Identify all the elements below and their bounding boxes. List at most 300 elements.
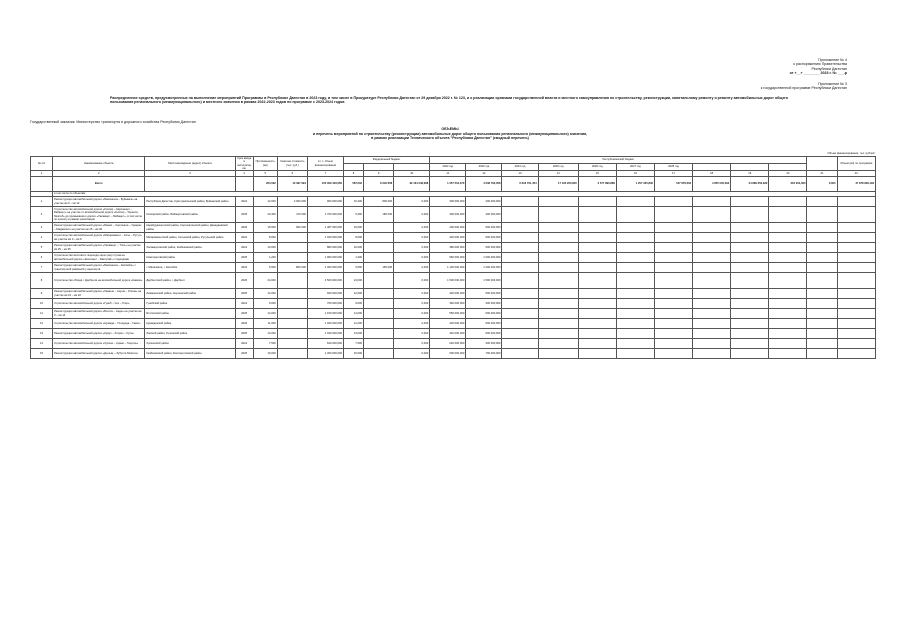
table-row	[31, 233, 876, 243]
table-cell: Цумадинский район	[145, 319, 235, 329]
table-cell: 600 000,000	[466, 319, 502, 329]
table-cell: Строительство автомобильной дороги «Гуниб – Чох – Гоор»	[53, 299, 145, 309]
table-cell: 400 000,000	[466, 299, 502, 309]
table-cell: 2	[31, 207, 53, 223]
table-cell: 1 700 000,000	[307, 207, 343, 223]
table-cell	[807, 309, 837, 319]
table-cell: 2026	[235, 273, 253, 289]
total-value: 24 889 656,932	[731, 177, 769, 192]
table-cell: 440 000,000	[430, 329, 466, 339]
table-cell	[578, 223, 616, 233]
table-cell: 12,000	[253, 289, 277, 299]
table-cell	[654, 309, 692, 319]
table-cell	[837, 233, 875, 243]
table-cell	[837, 243, 875, 253]
table-cell	[145, 177, 235, 192]
column-number: 12	[466, 171, 502, 177]
table-cell: 12	[31, 319, 53, 329]
table-cell: 0,000	[394, 263, 430, 273]
table-cell	[364, 309, 394, 319]
table-cell: 240 000,000	[430, 339, 466, 349]
table-cell: 1 487 000,000	[307, 223, 343, 233]
table-row	[31, 223, 876, 233]
table-cell	[693, 263, 731, 273]
table-cell: 960 000,000	[430, 253, 466, 263]
table-cell: 0,000	[394, 339, 430, 349]
column-number: 18	[693, 171, 731, 177]
table-cell: 760 000,000	[307, 299, 343, 309]
table-title	[240, 127, 660, 141]
table-cell: Дербентский район, г. Дербент	[145, 273, 235, 289]
attachment-line: Приложение № 3	[818, 81, 847, 86]
table-cell: 0,000	[394, 289, 430, 299]
table-cell	[538, 263, 578, 273]
table-cell: 200 000,000	[466, 197, 502, 207]
table-cell: 4 500 000,000	[307, 273, 343, 289]
table-cell: 2024	[235, 233, 253, 243]
table-cell	[769, 319, 807, 329]
table-row	[31, 309, 876, 319]
table-cell: 14,000	[343, 309, 363, 319]
table-cell: 1 000 000,000	[466, 253, 502, 263]
table-cell	[502, 329, 538, 339]
table-row	[31, 299, 876, 309]
table-cell: Кизилюртовский район	[145, 253, 235, 263]
table-cell	[693, 233, 731, 243]
header-year: Срок ввода в эксплуатацию	[237, 157, 252, 170]
table-cell: Карабудахкентский район, Сергокалинский район, Дахадаевский район	[145, 223, 235, 233]
table-cell: Реконструкция автомобильной дороги «Ботлих – Анди» на участке км 0 – км 14	[53, 309, 145, 319]
table-cell	[578, 243, 616, 253]
table-cell	[769, 329, 807, 339]
table-cell: 400 000,000	[466, 207, 502, 223]
table-cell	[837, 289, 875, 299]
table-cell: 400 000,000	[430, 223, 466, 233]
table-cell: 15,000	[343, 223, 363, 233]
column-number: 10	[394, 171, 430, 177]
table-cell: 400 000,000	[466, 339, 502, 349]
column-number: 14	[538, 171, 578, 177]
total-value: 153 009 449,560	[307, 177, 343, 192]
table-cell: 1 040 000,000	[307, 329, 343, 339]
table-cell	[277, 319, 307, 329]
table-cell: 7	[31, 263, 53, 273]
table-cell	[502, 309, 538, 319]
table-row	[31, 197, 876, 207]
table-cell	[364, 349, 394, 359]
total-row	[31, 177, 876, 192]
header-federal: Федеральный бюджет	[343, 157, 429, 164]
table-cell	[31, 177, 53, 192]
table-cell	[654, 197, 692, 207]
table-cell	[578, 349, 616, 359]
attachment-line: от «__» ________ 2023 г. № ___-р	[789, 71, 847, 76]
table-cell	[538, 289, 578, 299]
table-cell: 1,200	[343, 253, 363, 263]
table-cell	[616, 339, 654, 349]
table-row	[31, 319, 876, 329]
table-cell	[807, 319, 837, 329]
column-number: 1	[31, 171, 53, 177]
total-value: 2 577 890,889	[578, 177, 616, 192]
table-cell	[502, 207, 538, 223]
table-cell: 0,000	[394, 253, 430, 263]
table-cell: 640 000,000	[307, 339, 343, 349]
table-cell	[769, 243, 807, 253]
header-num: № п/п	[31, 157, 53, 171]
table-cell	[769, 349, 807, 359]
table-cell	[693, 289, 731, 299]
table-cell	[364, 253, 394, 263]
table-cell	[616, 207, 654, 223]
column-number: 19	[731, 171, 769, 177]
table-cell	[654, 233, 692, 243]
total-value: 92 164 048,388	[394, 177, 430, 192]
table-cell	[502, 197, 538, 207]
table-cell: 12,000	[343, 289, 363, 299]
table-cell	[731, 223, 769, 233]
table-cell	[731, 299, 769, 309]
table-cell: 600 000,000	[466, 329, 502, 339]
table-cell	[693, 273, 731, 289]
table-cell	[364, 273, 394, 289]
table-cell	[502, 289, 538, 299]
table-cell: г. Махачкала, г. Каспийск	[145, 263, 235, 273]
table-cell	[693, 243, 731, 253]
total-value: 47 878 908,193	[837, 177, 875, 192]
table-cell	[616, 263, 654, 273]
table-cell: Реконструкция автомобильной дороги «Кумух – Хосрех – Кули»	[53, 329, 145, 339]
table-cell: 20,300	[253, 207, 277, 223]
table-cell: 0,000	[394, 349, 430, 359]
column-number: 16	[616, 171, 654, 177]
table-cell	[502, 349, 538, 359]
table-cell	[538, 243, 578, 253]
table-cell	[616, 233, 654, 243]
table-cell: 10	[31, 299, 53, 309]
table-cell: 300 000,000	[430, 197, 466, 207]
table-cell: 800 000	[277, 263, 307, 273]
header-2023: 2023 год	[466, 164, 502, 171]
table-row	[31, 289, 876, 299]
column-number: 5	[253, 171, 277, 177]
table-cell: 5,300	[343, 207, 363, 223]
table-cell	[837, 253, 875, 263]
table-cell	[538, 319, 578, 329]
table-cell	[837, 273, 875, 289]
table-cell: 9	[31, 289, 53, 299]
table-cell: 600 000,000	[430, 349, 466, 359]
column-number: 17	[654, 171, 692, 177]
table-cell	[654, 223, 692, 233]
table-cell	[578, 339, 616, 349]
table-cell	[364, 233, 394, 243]
title-line: ОБЪЕМЫ	[441, 127, 459, 131]
table-cell	[837, 349, 875, 359]
table-cell: 1 150 000,000	[307, 309, 343, 319]
table-cell	[837, 329, 875, 339]
table-cell	[837, 309, 875, 319]
total-value: 547 878,062	[654, 177, 692, 192]
table-cell	[616, 273, 654, 289]
table-cell	[693, 319, 731, 329]
table-cell: Левашинский район, Акушинский район	[145, 289, 235, 299]
table-cell: Хунзахский район	[145, 339, 235, 349]
header-2026: 2026 год	[578, 164, 616, 171]
table-cell	[654, 243, 692, 253]
table-cell	[807, 339, 837, 349]
table-top-note: Объем финансирования, тыс. рублей	[31, 151, 876, 157]
table-cell: 1 200 000,000	[466, 263, 502, 273]
header-sub	[693, 164, 731, 171]
table-cell	[616, 223, 654, 233]
total-value: 1 357 504,070	[430, 177, 466, 192]
table-cell	[807, 273, 837, 289]
column-number: 20	[769, 171, 807, 177]
header-2025: 2025 год	[538, 164, 578, 171]
table-cell: 0,000	[394, 197, 430, 207]
table-cell: 2025	[235, 309, 253, 319]
total-value: 1 257 325,830	[616, 177, 654, 192]
table-cell	[654, 289, 692, 299]
table-cell	[807, 233, 837, 243]
table-cell: 550 000,000	[430, 309, 466, 319]
table-cell: 420 000,000	[430, 289, 466, 299]
table-row	[31, 207, 876, 223]
table-cell	[837, 319, 875, 329]
table-cell: 11	[31, 309, 53, 319]
table-cell: 9,000	[253, 299, 277, 309]
column-number: 15	[578, 171, 616, 177]
table-cell	[693, 299, 731, 309]
table-cell	[807, 299, 837, 309]
column-number: 2	[53, 171, 145, 177]
table-cell	[769, 309, 807, 319]
table-cell: 0,000	[394, 299, 430, 309]
table-cell	[731, 207, 769, 223]
header-2022: 2022 год	[430, 164, 466, 171]
table-cell	[769, 273, 807, 289]
table-cell	[731, 253, 769, 263]
table-cell: 0,000	[394, 223, 430, 233]
header-sub	[394, 164, 430, 171]
column-number: 6	[277, 171, 307, 177]
table-cell: 0,000	[394, 233, 430, 243]
total-value: 6 618 761,454	[502, 177, 538, 192]
table-cell	[616, 253, 654, 263]
table-cell	[693, 223, 731, 233]
table-cell	[807, 263, 837, 273]
table-cell: 600 000,000	[466, 309, 502, 319]
table-cell: 500 000,000	[466, 243, 502, 253]
table-cell	[538, 223, 578, 233]
table-cell	[538, 207, 578, 223]
column-number: 21	[807, 171, 837, 177]
table-cell	[731, 329, 769, 339]
table-cell	[693, 253, 731, 263]
table-cell	[277, 289, 307, 299]
table-cell: 2024	[235, 197, 253, 207]
column-number: 13	[502, 171, 538, 177]
table-cell: 7,500	[253, 339, 277, 349]
table-cell: 2 000 000	[277, 197, 307, 207]
header-2024: 2024 год	[502, 164, 538, 171]
table-cell: 900 000	[277, 223, 307, 233]
table-cell: 1 300 000,000	[307, 349, 343, 359]
table-cell	[277, 329, 307, 339]
table-cell: Реконструкция автомобильной дороги «Махачкала – Каспийск» с транспортной развязкой у аэропорта	[53, 263, 145, 273]
table-cell	[769, 223, 807, 233]
table-cell: 10,000	[253, 243, 277, 253]
subtotal-label: в том числе по объектам:	[53, 192, 876, 197]
table-cell	[616, 243, 654, 253]
table-cell	[654, 349, 692, 359]
table-cell: 8	[31, 273, 53, 289]
table-row	[31, 349, 876, 359]
table-cell	[364, 339, 394, 349]
customer-line: Государственный заказчик: Министерство транспорта и дорожного хозяйства Республики Дагестан	[30, 120, 196, 124]
total-value: 224,592	[253, 177, 277, 192]
table-cell: 7,500	[343, 339, 363, 349]
table-cell: 2025	[235, 207, 253, 223]
table-cell	[769, 339, 807, 349]
table-cell: 0,000	[394, 243, 430, 253]
table-cell: 3	[31, 223, 53, 233]
table-cell	[654, 273, 692, 289]
table-cell	[807, 289, 837, 299]
table-cell: 0,000	[394, 319, 430, 329]
table-row	[31, 273, 876, 289]
table-cell	[654, 263, 692, 273]
table-cell	[578, 329, 616, 339]
table-cell	[616, 329, 654, 339]
table-cell	[616, 349, 654, 359]
table-cell	[578, 289, 616, 299]
table-cell	[364, 243, 394, 253]
total-label: Всего	[53, 177, 145, 192]
table-cell	[769, 253, 807, 263]
table-cell	[502, 263, 538, 273]
table-cell	[364, 289, 394, 299]
table-cell: 2024	[235, 299, 253, 309]
table-cell	[578, 273, 616, 289]
table-cell: 1 500 000,000	[466, 273, 502, 289]
table-cell: Реконструкция автомобильной дороги «Леваши – Акуша – Усиша» на участке км 10 – км 22	[53, 289, 145, 299]
header-2028: 2028 год	[654, 164, 692, 171]
table-cell	[235, 177, 253, 192]
table-cell	[538, 339, 578, 349]
table-cell	[578, 299, 616, 309]
table-cell	[654, 339, 692, 349]
table-cell: 180 000	[364, 207, 394, 223]
table-cell	[538, 299, 578, 309]
table-cell: Реконструкция автомобильной дороги «Дылым – Зубутли-Миатли»	[53, 349, 145, 359]
table-cell: Лакский район, Кулинский район	[145, 329, 235, 339]
table-cell	[277, 339, 307, 349]
table-cell	[837, 197, 875, 207]
table-cell: 11,000	[253, 319, 277, 329]
table-cell	[578, 207, 616, 223]
table-cell: 380 000,000	[430, 243, 466, 253]
table-cell	[616, 197, 654, 207]
table-cell	[538, 197, 578, 207]
table-cell	[538, 273, 578, 289]
table-cell: 24,000	[343, 273, 363, 289]
table-cell	[769, 197, 807, 207]
table-cell	[616, 319, 654, 329]
table-cell: 150 000	[364, 263, 394, 273]
table-cell: 2026	[235, 319, 253, 329]
column-number: 3	[145, 171, 235, 177]
table-cell: 1 100 000,000	[430, 263, 466, 273]
table-cell	[538, 309, 578, 319]
table-cell: 0,000	[394, 309, 430, 319]
table-cell	[616, 309, 654, 319]
table-cell: 2024	[235, 243, 253, 253]
table-cell	[502, 253, 538, 263]
table-cell	[654, 299, 692, 309]
table-cell	[807, 253, 837, 263]
column-number: 4	[235, 171, 253, 177]
table-cell: 16,000	[343, 349, 363, 359]
table-cell: Республика Дагестан, Кумторкалинский район, Буйнакский район	[145, 197, 235, 207]
table-cell: 2025	[235, 289, 253, 299]
table-cell: Строительство мостового перехода через реку Сулак на автомобильной дороге «Кизилюрт – Бавтугай» с подходами	[53, 253, 145, 263]
total-value: 4 855 005,092	[693, 177, 731, 192]
table-cell	[578, 319, 616, 329]
table-cell	[731, 339, 769, 349]
table-cell	[693, 197, 731, 207]
header-regional: Республиканский бюджет	[430, 157, 807, 164]
table-cell	[277, 273, 307, 289]
table-cell	[837, 263, 875, 273]
table-cell: 500 000,000	[466, 223, 502, 233]
table-cell	[731, 309, 769, 319]
table-cell: Строительство обхода г. Дербента на автомобильной дороге «Кавказ»	[53, 273, 145, 289]
table-cell	[578, 197, 616, 207]
table-cell: 6,500	[253, 263, 277, 273]
table-cell	[277, 243, 307, 253]
table-cell	[769, 207, 807, 223]
table-body	[31, 171, 876, 359]
table-cell	[277, 309, 307, 319]
table-cell	[502, 243, 538, 253]
table-row	[31, 243, 876, 253]
table-cell: 13,000	[343, 329, 363, 339]
table-cell: Реконструкция автомобильной дороги «Махачкала – Буйнакск» на участке км 0 – км 12	[53, 197, 145, 207]
header-cost: Сметная стоимость (тыс. руб.)	[277, 157, 307, 171]
title-line: в рамках реализации Технического объекта "Республика Дагестан" (сводный перечень)	[371, 136, 529, 141]
attachment-block	[697, 58, 847, 90]
table-cell: 4	[31, 233, 53, 243]
total-value: 17 160 200,800	[538, 177, 578, 192]
table-cell	[837, 223, 875, 233]
table-cell	[364, 329, 394, 339]
table-cell	[654, 329, 692, 339]
table-cell	[731, 197, 769, 207]
table-cell: 8,000	[253, 233, 277, 243]
table-cell: 6	[31, 253, 53, 263]
table-cell: 0,000	[394, 207, 430, 223]
column-number: 8	[343, 171, 363, 177]
table-cell: 800 000	[364, 197, 394, 207]
table-cell: Гунибский район	[145, 299, 235, 309]
table-cell	[807, 223, 837, 233]
table-cell: 1,200	[253, 253, 277, 263]
table-cell: 2 300 000,000	[307, 263, 343, 273]
table-cell: 1	[31, 197, 53, 207]
table-cell: 10,000	[343, 243, 363, 253]
